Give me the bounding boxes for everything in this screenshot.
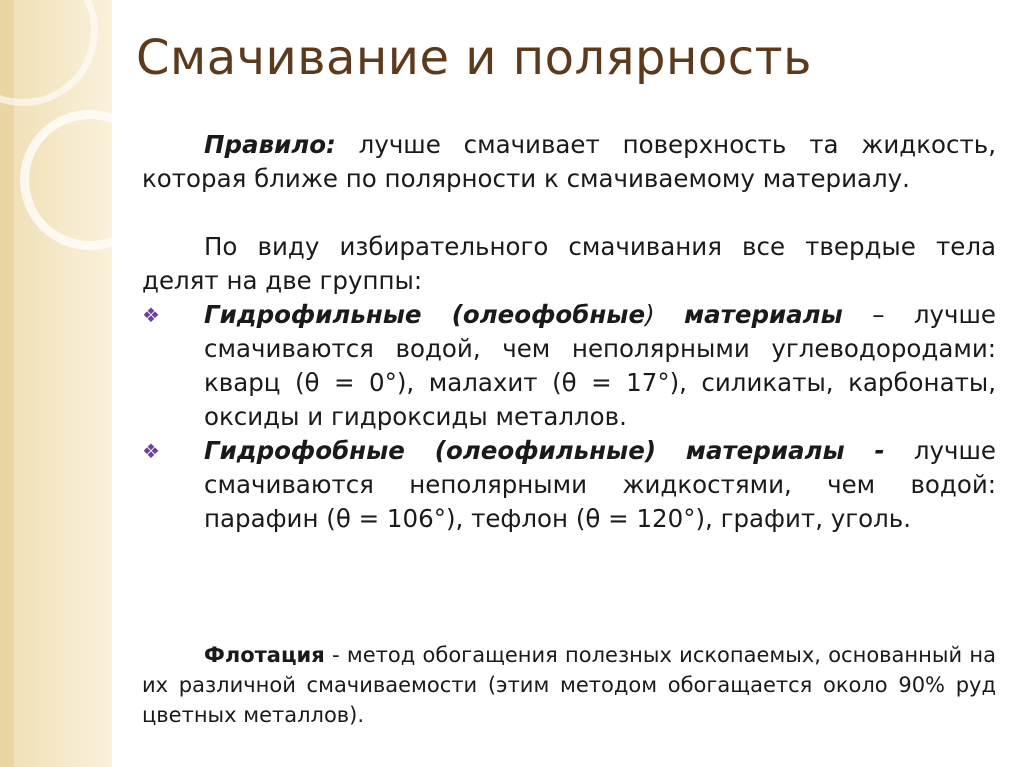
rule-label: Правило: (204, 130, 336, 159)
bullet-head-materials: материалы (684, 300, 843, 329)
flotation-term: Флотация (204, 643, 325, 667)
bullet-text (204, 298, 996, 434)
bullet-head-paren: ) (645, 300, 685, 329)
page-title: Смачивание и полярность (136, 30, 812, 86)
bullet-hydrophilic (142, 298, 996, 434)
flotation-text: - метод обогащения полезных ископаемых, основанный на их различной смачиваемости (этим методом обогащается около 90% руд цветных металлов). (142, 643, 996, 727)
bullet-head: Гидрофобные (олеофильные) материалы - (204, 436, 885, 465)
bullet-body: лучше смачиваются водой, чем неполярными углеводородами: кварц (θ = 0°), малахит (θ = 17°), силикаты, карбонаты, оксиды и гидроксиды металлов. (204, 300, 996, 431)
bullet-head: Гидрофильные (олеофобные (204, 300, 646, 329)
groups-intro: По виду избирательного смачивания все твердые тела делят на две группы: (142, 232, 996, 295)
flotation-paragraph (142, 640, 996, 730)
rule-paragraph (142, 128, 996, 196)
bullet-body: лучше смачиваются неполярными жидкостями, чем водой: парафин (θ = 106°), тефлон (θ = 120°), графит, уголь. (204, 436, 996, 533)
rule-text: лучше смачивает поверхность та жидкость, которая ближе по полярности к смачиваемому материалу. (142, 130, 996, 193)
flotation-note (142, 640, 996, 730)
diamond-bullet-icon: ❖ (142, 439, 160, 463)
decorative-ring (20, 110, 160, 250)
bullet-hydrophobic (142, 434, 996, 536)
side-decoration-stripe (0, 0, 14, 767)
spacer (142, 196, 996, 230)
bullet-dash: – (842, 300, 885, 329)
slide-body (142, 128, 996, 536)
diamond-bullet-icon: ❖ (142, 303, 160, 327)
bullet-text (204, 434, 996, 536)
